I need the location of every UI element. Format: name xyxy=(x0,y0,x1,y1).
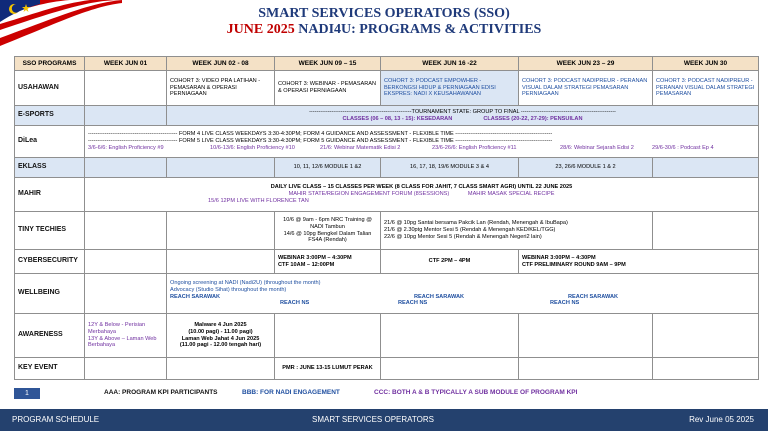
col-header: WEEK JUN 02 - 08 xyxy=(167,57,275,71)
page-number: 1 xyxy=(14,388,40,399)
col-header: SSO PROGRAMS xyxy=(15,57,85,71)
dilea-event: 21/6: Webinar Matematik Edisi 2 xyxy=(320,144,401,151)
table-cell xyxy=(275,314,381,358)
table-cell: COHORT 3: WEBINAR - PEMASARAN & OPERASI PERNIAGAAN xyxy=(275,71,381,106)
wellbeing-reach xyxy=(170,294,755,301)
cyber-webinar: WEBINAR 3:00PM – 4:30PM xyxy=(278,254,352,261)
awareness-malware-time: (10.00 pagi) - 11.00 pagi) xyxy=(188,328,253,335)
col-header: WEEK JUN 01 xyxy=(85,57,167,71)
table-cell xyxy=(167,358,275,380)
table-row xyxy=(15,178,759,212)
col-header: WEEK JUN 09 – 15 xyxy=(275,57,381,71)
table-cell xyxy=(653,358,759,380)
table-cell: 23, 26/6 MODULE 1 & 2 xyxy=(519,158,653,178)
table-cell xyxy=(275,250,381,274)
legend-ccc: CCC: BOTH A & B TYPICALLY A SUB MODULE OF PROGRAM KPI xyxy=(374,389,578,396)
table-cell xyxy=(85,274,167,314)
table-row xyxy=(15,126,759,158)
table-cell xyxy=(167,274,759,314)
table-row xyxy=(15,106,759,126)
tiny-santai: 21/6 @ 10pg Santai bersama Pakcik Lan (Rendah, Menengah & IbuBapa) xyxy=(384,220,568,227)
table-cell xyxy=(381,314,519,358)
legend-bbb: BBB: FOR NADI ENGAGEMENT xyxy=(242,389,340,396)
esports-classes-b: CLASSES (20-22, 27-29): PENSUILAN xyxy=(483,115,583,122)
table-row xyxy=(15,358,759,380)
legend xyxy=(14,388,758,400)
reach-sarawak: REACH SARAWAK xyxy=(568,293,619,300)
col-header: WEEK JUN 30 xyxy=(653,57,759,71)
awareness-12y: 12Y & Below - Perisian Merbahaya xyxy=(88,322,146,335)
mahir-forum xyxy=(88,191,755,198)
reach-ns: REACH NS xyxy=(398,300,428,307)
table-cell xyxy=(381,212,653,250)
wellbeing-screening: Ongoing screening at NADI (Nadi2U) (throughout the month) xyxy=(170,280,321,287)
table-cell xyxy=(653,158,759,178)
table-cell xyxy=(85,106,167,126)
program-label: AWARENESS xyxy=(15,314,85,358)
tiny-bengkel: 14/6 @ 10pg Bengkel Dalam Talian FS4A (Rendah) xyxy=(283,230,372,244)
dilea-events xyxy=(88,145,755,152)
schedule-table xyxy=(14,56,759,380)
tiny-nrc: 10/6 @ 9am - 6pm NRC Training @ NADI Tambun xyxy=(283,217,372,230)
col-header: WEEK JUN 16 -22 xyxy=(381,57,519,71)
table-cell: 10, 11, 12/6 MODULE 1 &2 xyxy=(275,158,381,178)
dilea-form4: ------------------------------------------------ FORM 4 LIVE CLASS WEEKDAYS 3:30-4:30PM; FORM 4 GUIDANCE AND ASSESSMENT - FLEXIBLE TIME ---------------------------------------------------- xyxy=(88,131,553,138)
program-label: E-SPORTS xyxy=(15,106,85,126)
table-cell xyxy=(167,250,275,274)
table-row xyxy=(15,274,759,314)
dilea-event: 3/6-6/6: English Proficiency #9 xyxy=(88,144,164,151)
mahir-live: 15/6 12PM LIVE WITH FLORENCE TAN xyxy=(208,197,309,204)
reach-ns: REACH NS xyxy=(550,300,580,307)
esports-classes xyxy=(167,116,758,123)
table-cell xyxy=(381,358,519,380)
dilea-event: 28/6: Webinar Sejarah Edisi 2 xyxy=(560,144,634,151)
table-cell xyxy=(167,158,275,178)
wellbeing-advocacy: Advocacy (Studio Sihat) throughout the month) xyxy=(170,286,287,293)
table-cell xyxy=(519,358,653,380)
dilea-form5: ------------------------------------------------ FORM 5 LIVE CLASS WEEKDAYS 3:30-4:30PM; FORM 5 GUIDANCE AND ASSESSMENT - FLEXIBLE TIME ---------------------------------------------------- xyxy=(88,138,553,145)
table-cell xyxy=(85,126,759,158)
table-cell xyxy=(167,106,759,126)
esports-tournament: -------------------------------------------------------TOURNAMENT STATE: GROUP TO FINAL --------------------------------------------------- xyxy=(309,108,616,115)
awareness-malware: Malware 4 Jun 2025 xyxy=(194,322,247,329)
tiny-mentor-1: 21/6 @ 2.30ptg Mentor Sesi 5 (Rendah & Menengah KED/KEL/TGG) xyxy=(384,227,556,234)
table-cell xyxy=(275,212,381,250)
table-cell: COHORT 3: PODCAST NADIPREUR - PERANAN VISUAL DALAM STRATEGI PEMASARAN PERNIAGAAN xyxy=(519,71,653,106)
cyber-ctf: CTF 10AM – 12:00PM xyxy=(278,261,335,268)
wellbeing-reach-ns xyxy=(170,300,755,307)
footer-center: SMART SERVICES OPERATORS xyxy=(312,415,434,424)
table-row xyxy=(15,71,759,106)
table-cell: COHORT 3: PODCAST NADIPREUR - PERANAN VISUAL DALAM STRATEGI PEMASARAN xyxy=(653,71,759,106)
table-cell xyxy=(85,158,167,178)
page-subtitle xyxy=(0,22,768,38)
subtitle-month: JUNE 2025 xyxy=(226,22,295,37)
program-label: USAHAWAN xyxy=(15,71,85,106)
program-label: DiLea xyxy=(15,126,85,158)
awareness-web: Laman Web Jahat 4 Jun 2025 xyxy=(181,335,260,342)
col-header: WEEK JUN 23 – 29 xyxy=(519,57,653,71)
table-cell: CTF 2PM – 4PM xyxy=(381,250,519,274)
reach-sarawak: REACH SARAWAK xyxy=(170,293,221,300)
table-cell: COHORT 3: PODCAST EMPOWHER - BERKONGSI HIDUP & PERNIAGAAN EDISI EKSPRES: NADI X KEUSAHAWANAN xyxy=(381,71,519,106)
program-label: KEY EVENT xyxy=(15,358,85,380)
footer-bar xyxy=(0,409,768,431)
table-cell xyxy=(167,212,275,250)
dilea-event: 23/6-26/6: English Proficiency #11 xyxy=(432,144,517,151)
reach-ns: REACH NS xyxy=(280,300,310,307)
awareness-13y: 13Y & Above – Laman Web Berbahaya xyxy=(88,335,157,349)
table-cell xyxy=(519,314,653,358)
program-label: CYBERSECURITY xyxy=(15,250,85,274)
table-cell: COHORT 3: VIDEO PRA LATIHAN - PEMASARAN & OPERASI PERNIAGAAN xyxy=(167,71,275,106)
dilea-event: 10/6-13/6: English Proficiency #10 xyxy=(210,144,295,151)
table-cell xyxy=(85,178,759,212)
footer-right: Rev June 05 2025 xyxy=(689,415,754,424)
table-row xyxy=(15,212,759,250)
program-label: EKLASS xyxy=(15,158,85,178)
table-row xyxy=(15,158,759,178)
subtitle-rest: NADI4U: PROGRAMS & ACTIVITIES xyxy=(294,22,542,37)
mahir-forum-b: MAHIR MASAK SPECIAL RECIPE xyxy=(467,191,555,198)
table-row xyxy=(15,250,759,274)
awareness-web-time: (11.00 pagi - 12.00 tengah hari) xyxy=(179,342,262,349)
legend-aaa: AAA: PROGRAM KPI PARTICIPANTS xyxy=(104,389,218,396)
table-cell xyxy=(653,212,759,250)
mahir-daily: DAILY LIVE CLASS – 15 CLASSES PER WEEK (8 CLASS FOR JAHIT, 7 CLASS SMART AGRI) UNTIL 22 JUNE 2025 xyxy=(270,184,573,191)
reach-sarawak: REACH SARAWAK xyxy=(414,293,465,300)
table-cell xyxy=(85,358,167,380)
tiny-mentor-2: 22/6 @ 10pg Mentor Sesi 5 (Rendah & Menengah Negeri2 lain) xyxy=(384,233,542,240)
table-row xyxy=(15,314,759,358)
program-label: MAHIR xyxy=(15,178,85,212)
table-cell xyxy=(519,250,759,274)
footer-left: PROGRAM SCHEDULE xyxy=(12,415,100,424)
dilea-event: 29/6-30/6 : Podcast Ep 4 xyxy=(652,144,714,151)
table-cell xyxy=(167,314,275,358)
table-cell xyxy=(85,212,167,250)
table-header-row xyxy=(15,57,759,71)
program-label: TINY TECHIES xyxy=(15,212,85,250)
cyber-ctf-prelim: CTF PRELIMINARY ROUND 9AM – 9PM xyxy=(522,261,626,268)
table-cell xyxy=(85,71,167,106)
table-cell xyxy=(85,314,167,358)
page-title: SMART SERVICES OPERATORS (SSO) xyxy=(258,6,510,21)
mahir-forum-a: MAHIR STATE/REGION ENGAGEMENT FORUM (8SESSIONS) xyxy=(288,191,450,198)
table-cell: PMR : JUNE 13-15 LUMUT PERAK xyxy=(275,358,381,380)
esports-classes-a: CLASSES (06 – 08, 13 - 15): KESEDARAN xyxy=(342,115,453,122)
program-label: WELLBEING xyxy=(15,274,85,314)
cyber-webinar-2: WEBINAR 3:00PM – 4:30PM xyxy=(522,254,596,261)
table-cell: 16, 17, 18, 19/6 MODULE 3 & 4 xyxy=(381,158,519,178)
table-cell xyxy=(85,250,167,274)
table-cell xyxy=(653,314,759,358)
